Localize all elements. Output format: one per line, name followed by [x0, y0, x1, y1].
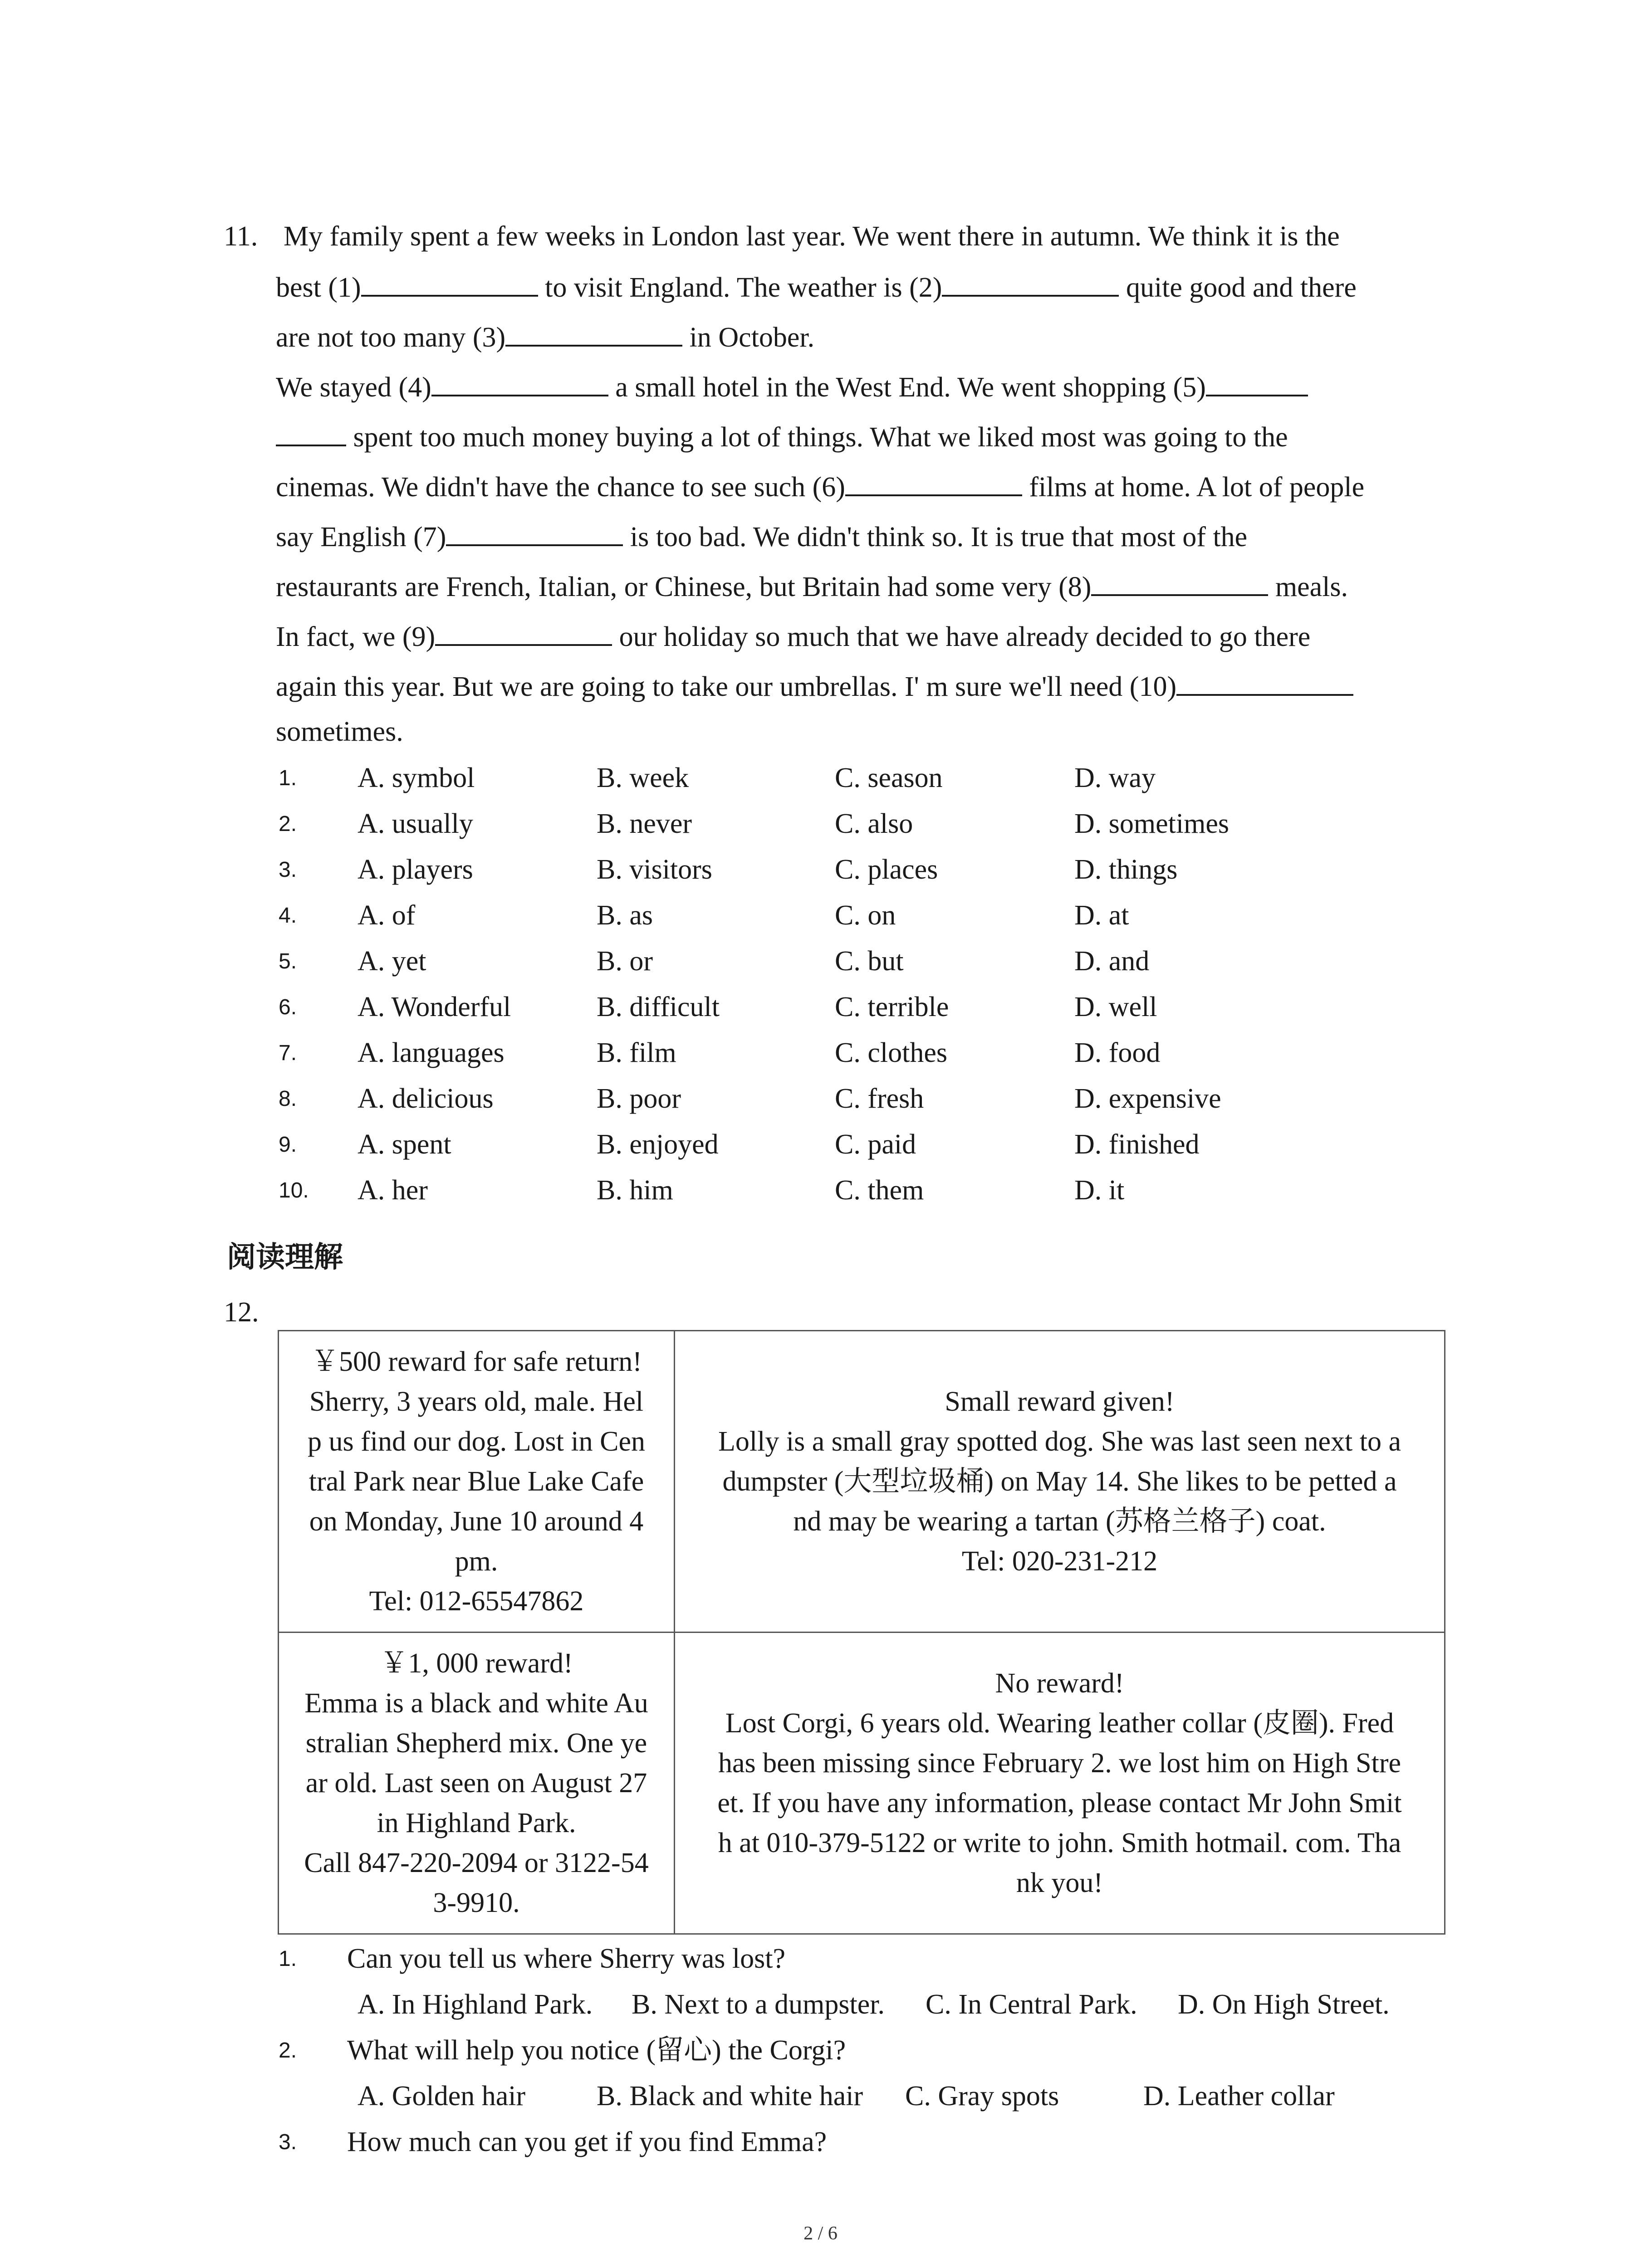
- option-d[interactable]: D. things: [1074, 854, 1178, 885]
- option-row-number: 8.: [279, 1087, 297, 1111]
- option-c[interactable]: C. fresh: [835, 1083, 924, 1114]
- option-row-number: 10.: [279, 1178, 309, 1202]
- question-item-number: 2.: [279, 2038, 297, 2063]
- option-d[interactable]: D. sometimes: [1074, 808, 1229, 839]
- option-c[interactable]: C. In Central Park.: [926, 1989, 1137, 2020]
- option-d[interactable]: D. way: [1074, 763, 1156, 793]
- answer-blank-7[interactable]: [446, 522, 623, 546]
- option-b[interactable]: B. Next to a dumpster.: [632, 1989, 885, 2020]
- section-heading: 阅读理解: [227, 1241, 343, 1274]
- option-a[interactable]: A. her: [358, 1175, 428, 1206]
- option-d[interactable]: D. finished: [1074, 1129, 1200, 1160]
- option-a[interactable]: A. usually: [358, 808, 473, 839]
- option-b[interactable]: B. film: [597, 1037, 676, 1068]
- option-row-number: 6.: [279, 995, 297, 1019]
- option-b[interactable]: B. visitors: [597, 854, 712, 885]
- option-d[interactable]: D. On High Street.: [1178, 1989, 1390, 2020]
- answer-blank-2[interactable]: [942, 272, 1119, 297]
- passage-line: My family spent a few weeks in London last year. We went there in autumn. We think it is the: [284, 221, 1340, 252]
- passage-line: In fact, we (9) our holiday so much that we have already decided to go there: [276, 621, 1311, 652]
- option-a[interactable]: A. languages: [358, 1037, 505, 1068]
- passage-line: again this year. But we are going to take our umbrellas. I' m sure we'll need (10): [276, 671, 1353, 701]
- answer-blank-8[interactable]: [1091, 572, 1268, 596]
- option-a[interactable]: A. of: [358, 900, 416, 931]
- option-b[interactable]: B. poor: [597, 1083, 681, 1114]
- passage-line: say English (7) is too bad. We didn't think so. It is true that most of the: [276, 522, 1248, 552]
- page-number: 2 / 6: [803, 2223, 838, 2244]
- option-row-number: 5.: [279, 949, 297, 973]
- option-a[interactable]: A. yet: [358, 946, 426, 977]
- option-d[interactable]: D. expensive: [1074, 1083, 1221, 1114]
- lost-dog-notices-table: [278, 1330, 1445, 1935]
- passage-line: We stayed (4) a small hotel in the West End. We went shopping (5): [276, 372, 1308, 401]
- answer-blank-5[interactable]: [1206, 372, 1308, 396]
- option-row-number: 7.: [279, 1041, 297, 1065]
- option-d[interactable]: D. food: [1074, 1037, 1161, 1068]
- option-b[interactable]: B. never: [597, 808, 692, 839]
- question-number: 12.: [224, 1297, 259, 1328]
- option-b[interactable]: B. week: [597, 763, 689, 793]
- option-c[interactable]: C. places: [835, 854, 938, 885]
- answer-blank-4[interactable]: [431, 372, 608, 396]
- passage-line: spent too much money buying a lot of things. What we liked most was going to the: [276, 422, 1288, 451]
- answer-blank-3[interactable]: [505, 322, 682, 347]
- notice-emma: ￥1, 000 reward! Emma is a black and white Au stralian Shepherd mix. One ye ar old. Last seen on August 27 in Highland Park. Call 847-220-2094 or 3122-54 3-9910.: [279, 1633, 675, 1934]
- answer-blank-1[interactable]: [361, 272, 538, 297]
- option-a[interactable]: A. Wonderful: [358, 992, 511, 1022]
- option-row-number: 1.: [279, 766, 297, 790]
- option-b[interactable]: B. or: [597, 946, 653, 977]
- option-a[interactable]: A. spent: [358, 1129, 451, 1160]
- question-text: How much can you get if you find Emma?: [347, 2126, 827, 2157]
- notice-sherry: ￥500 reward for safe return! Sherry, 3 years old, male. Hel p us find our dog. Lost in Cen tral Park near Blue Lake Cafe on Monday, June 10 around 4 pm. Tel: 012-65547862: [279, 1331, 675, 1633]
- option-c[interactable]: C. clothes: [835, 1037, 947, 1068]
- option-c[interactable]: C. but: [835, 946, 904, 977]
- answer-blank-6[interactable]: [845, 472, 1022, 496]
- notice-fred: No reward! Lost Corgi, 6 years old. Wearing leather collar (皮圈). Fred has been missing since February 2. we lost him on High Stre et. If you have any information, please contact Mr John Smit h at 010-379-5122 or write to john. Smith hotmail. com. Tha nk you!: [675, 1633, 1445, 1934]
- passage-line: are not too many (3) in October.: [276, 322, 815, 353]
- option-c[interactable]: C. on: [835, 900, 896, 931]
- answer-blank-10[interactable]: [1176, 671, 1353, 696]
- option-a[interactable]: A. symbol: [358, 763, 475, 793]
- option-row-number: 3.: [279, 858, 297, 882]
- question-number: 11.: [224, 221, 258, 252]
- option-a[interactable]: A. players: [358, 854, 473, 885]
- option-c[interactable]: C. paid: [835, 1129, 916, 1160]
- option-row-number: 4.: [279, 904, 297, 928]
- option-b[interactable]: B. difficult: [597, 992, 720, 1022]
- notice-lolly: Small reward given! Lolly is a small gray spotted dog. She was last seen next to a dumpster (大型垃圾桶) on May 14. She likes to be petted a nd may be wearing a tartan (苏格兰格子) coat. Tel: 020-231-212: [675, 1331, 1445, 1633]
- option-c[interactable]: C. terrible: [835, 992, 949, 1022]
- option-b[interactable]: B. him: [597, 1175, 673, 1206]
- question-text: Can you tell us where Sherry was lost?: [347, 1943, 785, 1974]
- passage-line: restaurants are French, Italian, or Chinese, but Britain had some very (8) meals.: [276, 572, 1348, 602]
- option-c[interactable]: C. season: [835, 763, 943, 793]
- option-a[interactable]: A. delicious: [358, 1083, 494, 1114]
- question-item-number: 3.: [279, 2130, 297, 2154]
- option-row-number: 2.: [279, 812, 297, 836]
- passage-line: best (1) to visit England. The weather is (2) quite good and there: [276, 272, 1357, 303]
- answer-blank-5-continued[interactable]: [276, 422, 346, 446]
- option-row-number: 9.: [279, 1133, 297, 1157]
- question-text: What will help you notice (留心) the Corgi?: [347, 2035, 846, 2066]
- passage-line: cinemas. We didn't have the chance to see such (6) films at home. A lot of people: [276, 472, 1365, 503]
- option-a[interactable]: A. In Highland Park.: [358, 1989, 593, 2020]
- option-d[interactable]: D. Leather collar: [1143, 2081, 1335, 2112]
- option-d[interactable]: D. well: [1074, 992, 1157, 1022]
- answer-blank-9[interactable]: [435, 621, 612, 646]
- option-b[interactable]: B. enjoyed: [597, 1129, 719, 1160]
- question-item-number: 1.: [279, 1947, 297, 1971]
- option-c[interactable]: C. also: [835, 808, 913, 839]
- passage-line: sometimes.: [276, 716, 403, 747]
- option-d[interactable]: D. and: [1074, 946, 1150, 977]
- option-b[interactable]: B. as: [597, 900, 653, 931]
- option-c[interactable]: C. them: [835, 1175, 924, 1206]
- option-d[interactable]: D. it: [1074, 1175, 1125, 1206]
- option-d[interactable]: D. at: [1074, 900, 1129, 931]
- option-a[interactable]: A. Golden hair: [358, 2081, 526, 2112]
- option-b[interactable]: B. Black and white hair: [597, 2081, 863, 2112]
- option-c[interactable]: C. Gray spots: [905, 2081, 1059, 2112]
